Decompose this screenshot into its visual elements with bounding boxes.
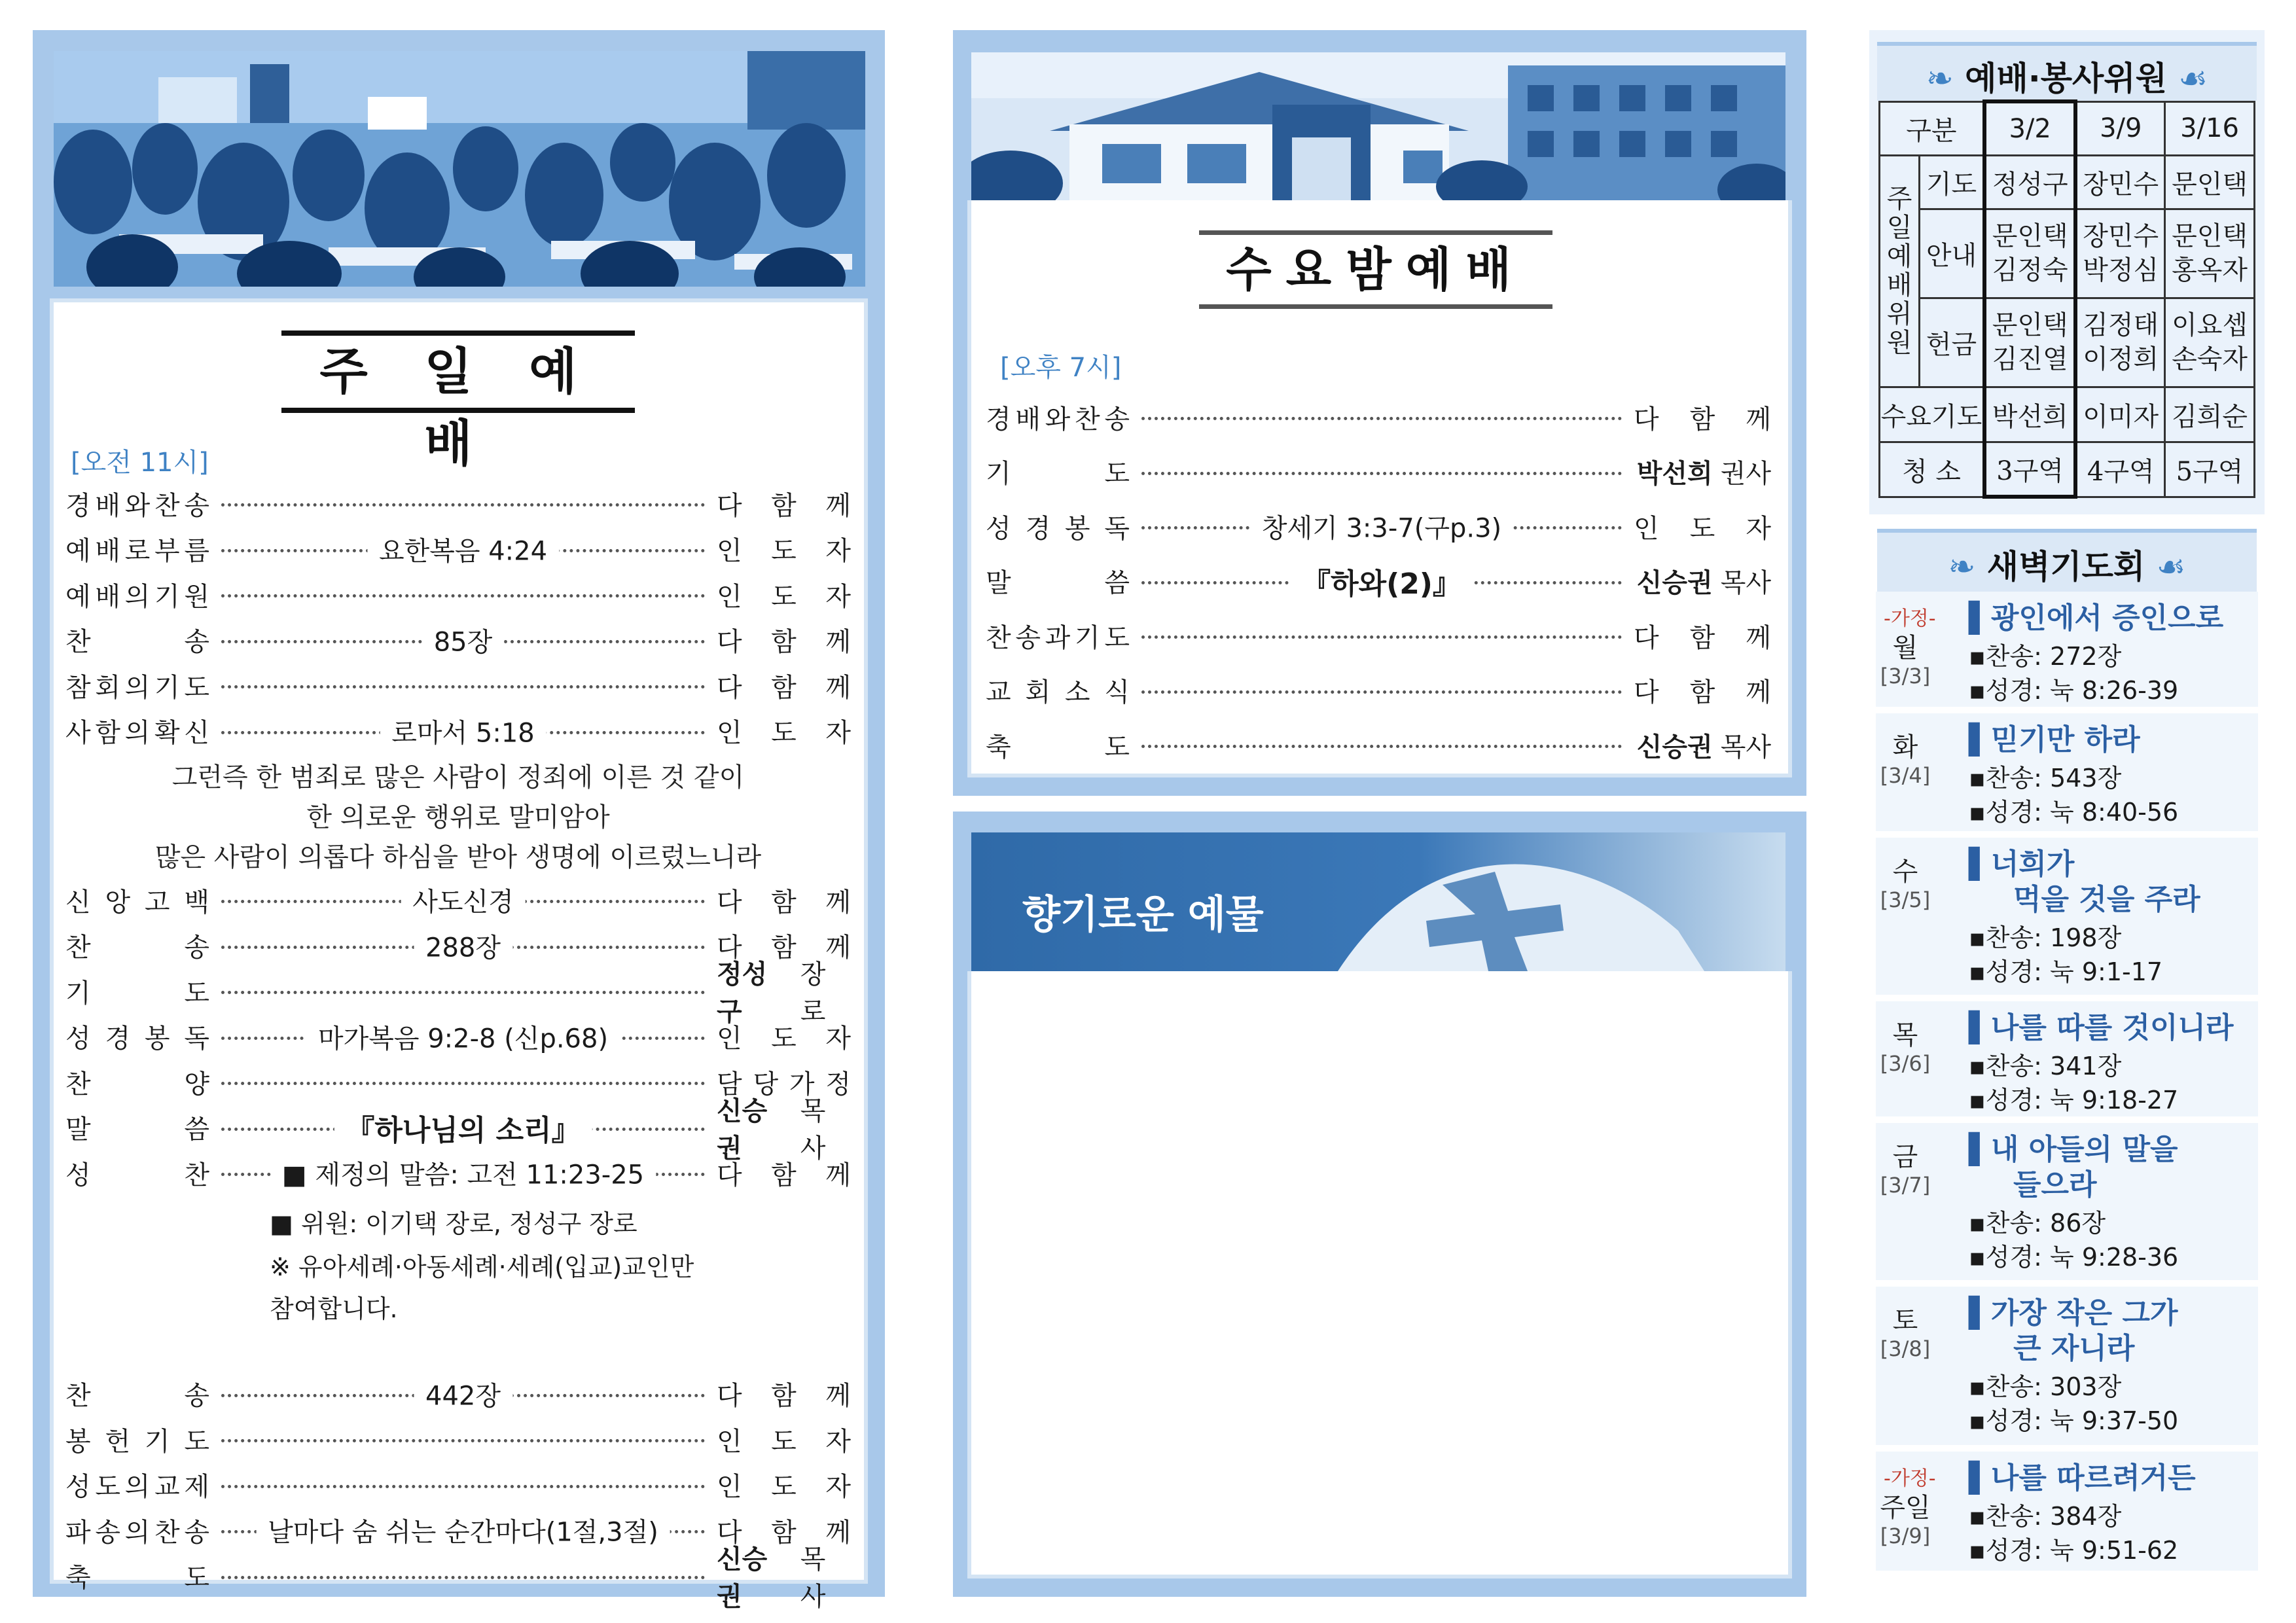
dotted-leader [1141, 472, 1622, 475]
order-leader [221, 1465, 705, 1505]
order-label: 봉 헌 기 도 [65, 1426, 209, 1457]
order-row [65, 1465, 851, 1505]
order-leader [221, 620, 705, 660]
dawn-day [1876, 592, 2258, 707]
order-label: 축 도 [65, 1563, 209, 1593]
order-leader [221, 1107, 705, 1148]
flourish-right-icon: ☙ [2145, 548, 2186, 586]
order-detail: 날마다 숨 쉬는 순간마다(1절,3절) [256, 1512, 670, 1549]
order-label: 성 경 봉 독 [65, 1024, 209, 1054]
order-performer: 다 함 께 [717, 627, 851, 657]
order-leader [1141, 615, 1622, 656]
duty-table [1878, 99, 2255, 499]
dawn-day [1876, 1287, 2258, 1445]
duty-title-text: 예배·봉사위원 [1965, 60, 2167, 98]
order-leader [221, 574, 705, 615]
duty-cell: 김정태 이정희 [2075, 298, 2164, 387]
dawn-hymn: ▪찬송: 543장 [1969, 764, 2122, 793]
order-performer: 다 함 께 [1634, 622, 1771, 653]
dawn-sermon-title: ▌나를 따르려거든 [1969, 1461, 2196, 1495]
dotted-leader [221, 685, 705, 688]
order-row [65, 574, 851, 615]
order-leader [221, 971, 705, 1011]
offering-content [967, 971, 1792, 1578]
order-row [65, 1096, 851, 1164]
dawn-hymn: ▪찬송: 384장 [1969, 1502, 2122, 1531]
order-label: 경 배 와 찬 송 [65, 490, 209, 521]
dawn-bible: ▪성경: 눅 9:18-27 [1969, 1086, 2179, 1115]
dawn-hymn: ▪찬송: 272장 [1969, 642, 2122, 671]
duty-cell: 문인택 홍옥자 [2165, 209, 2255, 298]
duty-row-label: 기도 [1920, 155, 1984, 209]
dawn-day-date: [3/8] [1880, 1336, 1931, 1361]
duty-row-label: 수요기도 [1880, 387, 1984, 442]
scripture-verse-line: 그런즉 한 범죄로 많은 사람이 정죄에 이른 것 같이 [171, 762, 745, 793]
flourish-left-icon: ❧ [1948, 548, 1987, 586]
order-row [65, 1419, 851, 1459]
dawn-day [1876, 1001, 2258, 1116]
leader-title: 목사 [1720, 732, 1771, 762]
order-detail: 요한복음 4:24 [367, 530, 559, 567]
order-label: 성 찬 [65, 1160, 209, 1190]
order-row [65, 483, 851, 524]
leader-title: 장로 [800, 959, 826, 1027]
dawn-hymn: ▪찬송: 303장 [1969, 1372, 2122, 1401]
dawn-hymn: ▪찬송: 86장 [1969, 1209, 2106, 1238]
duty-group-label [1880, 155, 1920, 387]
dotted-leader [221, 1576, 705, 1579]
order-label: 신 앙 고 백 [65, 887, 209, 918]
order-leader [221, 1510, 705, 1550]
order-leader [221, 529, 705, 569]
dawn-sermon-title: ▌광인에서 증인으로 [1969, 601, 2224, 635]
duty-cell: 문인택 김정숙 [1984, 209, 2076, 298]
order-performer: 인 도 자 [717, 1426, 851, 1457]
dawn-day-date: [3/6] [1880, 1051, 1931, 1076]
dawn-day-name: 수 [1892, 857, 1918, 887]
order-performer: 다 함 께 [717, 933, 851, 963]
scripture-verse-line: 한 의로운 행위로 말미암아 [306, 802, 610, 832]
order-label: 성 도 의 교 제 [65, 1472, 209, 1502]
order-detail: 『하나님의 소리』 [334, 1107, 592, 1149]
dawn-hymn: ▪찬송: 198장 [1969, 923, 2122, 952]
order-row [986, 452, 1771, 492]
order-detail: 마가복음 9:2-8 (신p.68) [306, 1018, 620, 1055]
order-leader [221, 1556, 705, 1596]
dawn-day [1876, 1452, 2258, 1571]
order-row [65, 1544, 851, 1612]
duty-header-date: 3/16 [2165, 101, 2255, 155]
dawn-day-name: 금 [1892, 1142, 1918, 1172]
dawn-sermon-title: ▌가장 작은 그가 [1969, 1296, 2178, 1330]
duty-cell: 문인택 [2165, 155, 2255, 209]
duty-header-date: 3/9 [2075, 101, 2164, 155]
dotted-leader [221, 991, 705, 994]
wednesday-title: 수요밤예배 [1199, 230, 1552, 309]
order-leader [1141, 724, 1622, 765]
order-row [65, 665, 851, 705]
order-leader [1141, 452, 1622, 492]
duty-cell: 이요셉 손숙자 [2165, 298, 2255, 387]
dawn-title-text: 새벽기도회 [1986, 548, 2145, 586]
dawn-title [1877, 541, 2257, 588]
leader-name: 신승권 [717, 1096, 768, 1164]
order-label: 예 배 로 부 름 [65, 536, 209, 566]
dawn-day [1876, 1123, 2258, 1280]
dawn-day-name: 화 [1892, 732, 1918, 762]
order-performer: 다 함 께 [717, 1517, 851, 1548]
communion-note: ※ 유아세례·아동세례·세례(입교)교인만 [270, 1252, 694, 1281]
duty-row-label: 청 소 [1880, 442, 1984, 497]
order-detail: 442장 [414, 1375, 512, 1412]
dawn-bible: ▪성경: 눅 9:51-62 [1969, 1536, 2179, 1565]
dawn-day-date: [3/5] [1880, 887, 1931, 912]
leader-title: 권사 [1720, 459, 1771, 489]
order-label: 찬 송 과 기 도 [986, 622, 1130, 653]
dawn-day-date: [3/9] [1880, 1524, 1931, 1548]
duty-cell: 5구역 [2165, 442, 2255, 497]
order-performer: 인 도 자 [717, 1024, 851, 1054]
order-performer: 인 도 자 [717, 1472, 851, 1502]
order-performer: 다 함 께 [717, 672, 851, 703]
duty-cell: 박선희 [1984, 387, 2076, 442]
dotted-leader [221, 594, 705, 597]
order-label: 예 배 의 기 원 [65, 581, 209, 612]
dotted-leader [1141, 635, 1622, 639]
dotted-leader [1141, 745, 1622, 748]
dawn-day-name: 목 [1892, 1020, 1918, 1050]
dawn-sermon-title: 먹을 것을 주라 [2013, 883, 2200, 916]
leader-name: 박선희 [1636, 459, 1713, 489]
order-performer: 인 도 자 [717, 718, 851, 748]
order-row [65, 959, 851, 1027]
order-leader [221, 1016, 705, 1057]
dawn-day [1876, 838, 2258, 995]
dawn-bible: ▪성경: 눅 8:26-39 [1969, 676, 2179, 705]
sunday-time: [오전 11시] [71, 448, 209, 478]
dawn-day-name: 월 [1892, 633, 1918, 663]
order-leader [221, 880, 705, 920]
order-label: 찬 송 [65, 933, 209, 963]
leader-name: 정성구 [717, 959, 768, 1027]
order-row [65, 620, 851, 660]
order-row [65, 880, 851, 920]
order-performer: 다 함 께 [1634, 677, 1771, 707]
duty-cell: 문인택 김진열 [1984, 298, 2076, 387]
order-performer: 다 함 께 [1634, 404, 1771, 435]
dawn-sermon-title: ▌너희가 [1969, 847, 2075, 881]
order-label: 찬 양 [65, 1069, 209, 1099]
leader-title: 목사 [1720, 568, 1771, 598]
order-detail: 사도신경 [401, 882, 526, 919]
order-detail: 창세기 3:3-7(구p.3) [1250, 508, 1513, 545]
order-label: 사 함 의 확 신 [65, 718, 209, 748]
order-row [65, 711, 851, 751]
dawn-day-name: 토 [1892, 1306, 1918, 1336]
church-building-photo [971, 52, 1785, 200]
order-performer: 인 도 자 [717, 581, 851, 612]
order-label: 기 도 [986, 459, 1130, 489]
order-performer: 다 함 께 [717, 1160, 851, 1190]
wednesday-time: [오후 7시] [1000, 353, 1122, 383]
order-leader-name [1634, 726, 1771, 764]
order-leader [221, 711, 705, 751]
dotted-leader [221, 1439, 705, 1442]
order-row [986, 615, 1771, 656]
offering-title: 향기로운 예물 [1022, 892, 1264, 938]
leader-title: 목사 [800, 1544, 826, 1612]
order-leader [221, 1061, 705, 1102]
dawn-day-tag: -가정- [1884, 1467, 1936, 1490]
duty-cell: 정성구 [1984, 155, 2076, 209]
order-label: 말 씀 [65, 1115, 209, 1145]
duty-header-cell: 구분 [1880, 101, 1984, 155]
order-label: 말 씀 [986, 568, 1130, 598]
dawn-day-name: 주일 [1880, 1493, 1931, 1523]
duty-row-label: 안내 [1920, 209, 1984, 298]
order-label: 참 회 의 기 도 [65, 672, 209, 703]
order-leader-name [717, 1539, 851, 1613]
order-performer: 다 함 께 [717, 1381, 851, 1411]
duty-row-label: 헌금 [1920, 298, 1984, 387]
dawn-bible: ▪성경: 눅 9:1-17 [1969, 957, 2163, 986]
dawn-day [1876, 713, 2258, 831]
order-row [986, 397, 1771, 437]
dawn-day-date: [3/7] [1880, 1173, 1931, 1198]
order-row [986, 506, 1771, 546]
duty-group-label-text: 주 일 예 배 위 원 [1886, 184, 1912, 358]
order-leader [221, 1374, 705, 1414]
dotted-leader [1141, 690, 1622, 694]
dawn-sermon-title: 들으라 [2013, 1168, 2097, 1202]
dotted-leader [1141, 417, 1622, 420]
leader-name: 신승권 [1636, 732, 1713, 762]
order-leader [221, 1152, 705, 1193]
dawn-bible: ▪성경: 눅 8:40-56 [1969, 798, 2179, 827]
order-detail: 『하와(2)』 [1290, 560, 1473, 602]
duty-cell: 이미자 [2075, 387, 2164, 442]
order-row [986, 561, 1771, 601]
order-leader [221, 483, 705, 524]
order-leader [1141, 506, 1622, 546]
order-row [65, 1152, 851, 1193]
dawn-sermon-title: ▌믿기만 하라 [1969, 723, 2140, 757]
duty-cell: 4구역 [2075, 442, 2164, 497]
duty-header-date: 3/2 [1984, 101, 2076, 155]
dawn-sermon-title: ▌나를 따를 것이니라 [1969, 1011, 2234, 1044]
order-label: 교 회 소 식 [986, 677, 1130, 707]
order-leader [221, 665, 705, 705]
order-row [65, 1374, 851, 1414]
order-detail: 로마서 5:18 [380, 712, 546, 749]
order-label: 찬 송 [65, 627, 209, 657]
dawn-day-tag: -가정- [1884, 607, 1936, 630]
order-detail: 85장 [422, 621, 505, 658]
leader-title: 목사 [800, 1096, 826, 1164]
order-performer: 다 함 께 [717, 887, 851, 918]
leader-name: 신승권 [717, 1544, 768, 1612]
order-performer: 인 도 자 [1634, 513, 1771, 544]
order-label: 찬 송 [65, 1381, 209, 1411]
dawn-hymn: ▪찬송: 341장 [1969, 1052, 2122, 1080]
order-performer: 담 당 가 정 [717, 1069, 851, 1099]
order-row [65, 529, 851, 569]
sunday-title: 주 일 예 배 [281, 330, 635, 413]
order-row [986, 724, 1771, 765]
order-row [986, 670, 1771, 711]
order-label: 파 송 의 찬 송 [65, 1517, 209, 1548]
sunday-congregation-photo [54, 51, 865, 287]
duty-cell: 장민수 박정심 [2075, 209, 2164, 298]
flourish-right-icon: ☙ [2166, 60, 2208, 98]
duty-cell: 김희순 [2165, 387, 2255, 442]
order-performer: 다 함 께 [717, 490, 851, 521]
order-label: 성 경 봉 독 [986, 513, 1130, 544]
communion-note: 참여합니다. [270, 1294, 398, 1323]
order-detail: ■ 제정의 말씀: 고전 11:23-25 [270, 1154, 656, 1192]
dotted-leader [221, 1082, 705, 1085]
dawn-day-date: [3/3] [1880, 664, 1931, 688]
order-leader [221, 1419, 705, 1459]
order-performer: 인 도 자 [717, 536, 851, 566]
order-leader [1141, 561, 1622, 601]
communion-note: ■ 위원: 이기택 장로, 정성구 장로 [270, 1209, 637, 1238]
order-detail: 288장 [414, 927, 512, 964]
order-leader-name [1634, 562, 1771, 599]
order-leader [1141, 397, 1622, 437]
dotted-leader [221, 503, 705, 507]
dawn-bible: ▪성경: 눅 9:28-36 [1969, 1243, 2179, 1272]
order-row [65, 1016, 851, 1057]
order-leader-name [1634, 453, 1771, 490]
dawn-bible: ▪성경: 눅 9:37-50 [1969, 1406, 2179, 1435]
order-label: 축 도 [986, 732, 1130, 762]
duty-title [1877, 52, 2257, 99]
duty-cell: 장민수 [2075, 155, 2164, 209]
dotted-leader [221, 1485, 705, 1488]
leader-name: 신승권 [1636, 568, 1713, 598]
order-label: 경 배 와 찬 송 [986, 404, 1130, 435]
dawn-sermon-title: ▌내 아들의 말을 [1969, 1133, 2178, 1166]
flourish-left-icon: ❧ [1926, 60, 1965, 98]
duty-cell: 3구역 [1984, 442, 2076, 497]
dawn-day-date: [3/4] [1880, 763, 1931, 788]
order-leader [1141, 670, 1622, 711]
order-label: 기 도 [65, 978, 209, 1008]
order-leader [221, 925, 705, 966]
scripture-verse-line: 많은 사람이 의롭다 하심을 받아 생명에 이르렀느니라 [154, 842, 762, 872]
dawn-sermon-title: 큰 자니라 [2013, 1332, 2135, 1365]
